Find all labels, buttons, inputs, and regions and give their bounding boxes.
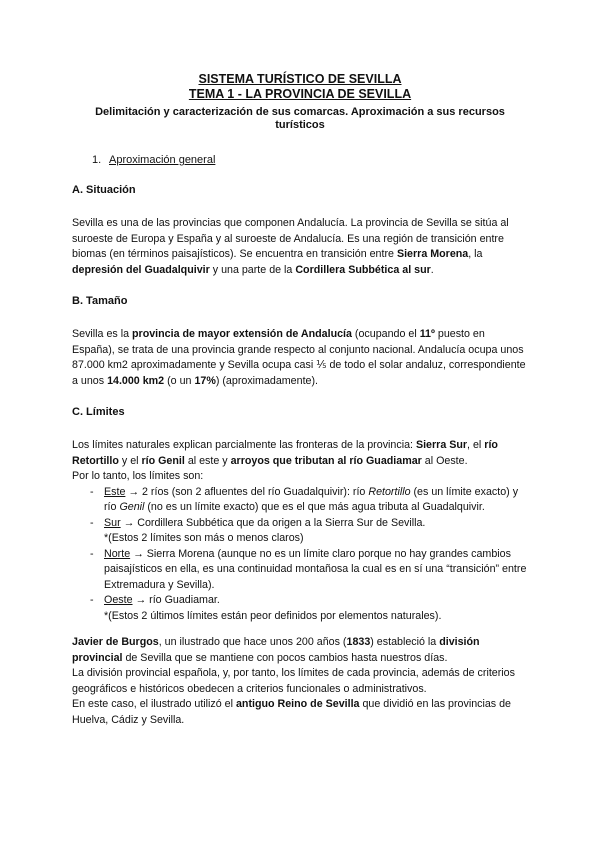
toc-item [72, 154, 528, 167]
paragraph-burgos: Javier de Burgos, un ilustrado que hace unos 200 años (1833) estableció la división provincial de Sevilla que se mantiene con pocos cambios hasta nuestros días. [72, 636, 480, 664]
paragraph-reino: En este caso, el ilustrado utilizó el antiguo Reino de Sevilla que dividió en las provincias de Huelva, Cádiz y Sevilla. [72, 698, 511, 726]
limits-list [72, 485, 528, 625]
toc-number: 1. [92, 154, 102, 166]
document-subtitle-theme: TEMA 1 - LA PROVINCIA DE SEVILLA [188, 87, 412, 101]
paragraph-situacion: Sevilla es una de las provincias que componen Andalucía. La provincia de Sevilla se sitúa al suroeste de Europa y España y al suroeste de Andalucía. Es una región de transición entre biomas (en términos paisajísticos). Se encuentra en transición entre Sierra Morena, la depresión del Guadalquivir y una parte de la Cordillera Subbética al sur. [72, 217, 509, 276]
list-item-norte: - Norte → Sierra Morena (aunque no es un límite claro porque no hay grandes cambios paisajísticos en ella, es una continuidad montañosa la cual es en sí una “transición” entre Extremadura y Sevilla). [90, 547, 527, 591]
list-item-sur: - Sur → Cordillera Subbética que da origen a la Sierra Sur de Sevilla. *(Estos 2 límites son más o menos claros) [90, 516, 426, 544]
paragraph-limites-intro: Los límites naturales explican parcialmente las fronteras de la provincia: Sierra Sur, el río Retortillo y el río Genil al este y arroyos que tributan al río Guadiamar al Oeste. [72, 439, 498, 467]
document-description: Delimitación y caracterización de sus comarcas. Aproximación a sus recursos turísticos [95, 106, 505, 131]
section-heading-tamano: B. Tamaño [72, 295, 128, 307]
paragraph-limites-lead: Por lo tanto, los límites son: [72, 470, 204, 482]
list-item-oeste: - Oeste → río Guadiamar. *(Estos 2 últimos límites están peor definidos por elementos naturales). [90, 594, 442, 622]
document-title: SISTEMA TURÍSTICO DE SEVILLA [198, 72, 402, 86]
list-item-este: - Este → 2 ríos (son 2 afluentes del río Guadalquivir): río Retortillo (es un límite exacto) y río Genil (no es un límite exacto) que es el que más agua tributa al Guadalquivir. [90, 485, 519, 513]
section-heading-situacion: A. Situación [72, 184, 136, 196]
toc-label: Aproximación general [109, 154, 216, 166]
paragraph-division: La división provincial española, y, por tanto, los límites de cada provincia, además de criterios geográficos e históricos obedecen a criterios funcionales o administrativos. [72, 667, 515, 695]
section-heading-limites: C. Límites [72, 406, 125, 418]
paragraph-tamano: Sevilla es la provincia de mayor extensión de Andalucía (ocupando el 11º puesto en España), se trata de una provincia grande respecto al conjunto nacional. Andalucía ocupa unos 87.000 km2 aproximadamente y Sevilla ocupa casi ⅕ de todo el solar andaluz, correspondiente a unos 14.000 km2 (o un 17%) (aproximadamente). [72, 328, 526, 387]
